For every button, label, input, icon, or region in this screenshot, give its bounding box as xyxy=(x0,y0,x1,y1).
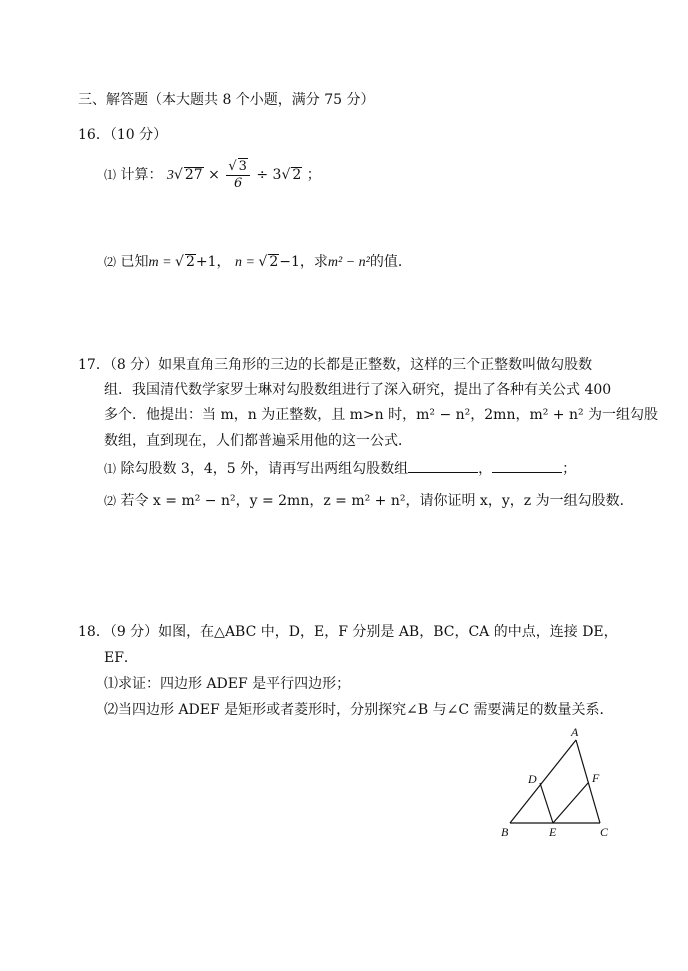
label-d: D xyxy=(528,772,537,786)
answer-blank-2[interactable] xyxy=(492,458,562,473)
segment-de xyxy=(540,783,553,823)
q18-part1: ⑴求证：四边形 ADEF 是平行四边形； xyxy=(104,676,351,692)
q16-p1-rad1: 27 xyxy=(184,167,203,183)
q16-p1-times: × xyxy=(208,167,220,183)
q16-part2: ⑵ 已知m = √ 2+1， n = √ 2−1，求m² − n²的值． xyxy=(104,254,412,270)
q17-p1-text: 除勾股数 3，4，5 外，请再写出两组勾股数组 xyxy=(120,461,409,477)
q16-p1-coef2: 3 xyxy=(272,167,282,183)
q16-p1-coef1: 3 xyxy=(166,168,174,183)
q16-p2-text-b: 的值． xyxy=(369,254,412,270)
q16-p2-m-tail: +1， xyxy=(195,254,231,270)
q16-p1-div: ÷ xyxy=(256,167,269,183)
q16-p1-end: ； xyxy=(306,167,321,183)
q16-p2-text-a: 已知 xyxy=(120,254,149,270)
q16-p2-n-tail: −1，求 xyxy=(279,254,328,270)
triangle-figure xyxy=(495,720,620,845)
q17-p2-text: 若令 x = m² − n²，y = 2mn，z = m² + n²，请你证明 x，y，z 为一组勾股数． xyxy=(120,493,634,509)
q17-p1-sep: ， xyxy=(478,461,493,477)
segment-ef xyxy=(553,783,588,823)
q16-p1-label: 计算： xyxy=(120,167,163,183)
q17-part1 xyxy=(104,458,576,479)
q18-line2: EF． xyxy=(104,650,138,666)
q16-p2-rad-m: 2 xyxy=(185,254,195,270)
q17-line4: 数组，直到现在，人们都普遍采用他的这一公式． xyxy=(104,433,412,449)
fraction-denominator: 6 xyxy=(233,176,243,191)
q17-line2: 组．我国清代数学家罗士琳对勾股数组进行了深入研究，提出了各种有关公式 400 xyxy=(104,382,612,398)
side-ab xyxy=(510,740,576,823)
q17-line3: 多个．他提出：当 m，n 为正整数，且 m>n 时，m² − n²，2mn，m² + n² 为一组勾股 xyxy=(104,407,659,423)
q16-number: 16．（10 分） xyxy=(78,127,168,143)
sqrt-sign: √ xyxy=(173,167,183,183)
label-e: E xyxy=(549,825,557,839)
q16-p1-fraction xyxy=(226,158,250,192)
q17-line1: 17．（8 分）如果直角三角形的三边的长都是正整数，这样的三个正整数叫做勾股数 xyxy=(78,357,593,373)
q16-p2-m-expr: m = xyxy=(148,255,176,270)
q16-p1-marker: ⑴ xyxy=(104,168,117,182)
fraction-numerator: √ 3 xyxy=(226,158,250,176)
q17-part2 xyxy=(104,491,634,511)
q16-part1 xyxy=(104,158,321,192)
answer-blank-1[interactable] xyxy=(408,458,478,473)
q17-p2-marker: ⑵ xyxy=(104,494,117,508)
label-b: B xyxy=(501,825,509,839)
q16-p1-rad2: 2 xyxy=(292,167,302,183)
q17-p1-end: ； xyxy=(562,461,577,477)
q18-line1: 18．（9 分）如图，在△ABC 中，D，E，F 分别是 AB，BC，CA 的中点，连接 DE， xyxy=(78,624,618,640)
sqrt-sign: √ xyxy=(281,167,291,183)
q18-part2: ⑵当四边形 ADEF 是矩形或者菱形时，分别探究∠B 与∠C 需要满足的数量关系． xyxy=(104,702,614,718)
q16-p2-expr: m² − n² xyxy=(327,255,370,270)
q16-p2-rad-n: 2 xyxy=(269,254,279,270)
q16-p2-marker: ⑵ xyxy=(104,255,117,269)
label-c: C xyxy=(600,825,609,839)
label-f: F xyxy=(592,771,600,785)
q17-p1-marker: ⑴ xyxy=(104,462,117,476)
section-header: 三、解答题（本大题共 8 个小题，满分 75 分） xyxy=(78,92,375,108)
q16-p2-n-expr: n = xyxy=(234,255,259,270)
label-a: A xyxy=(571,725,579,739)
